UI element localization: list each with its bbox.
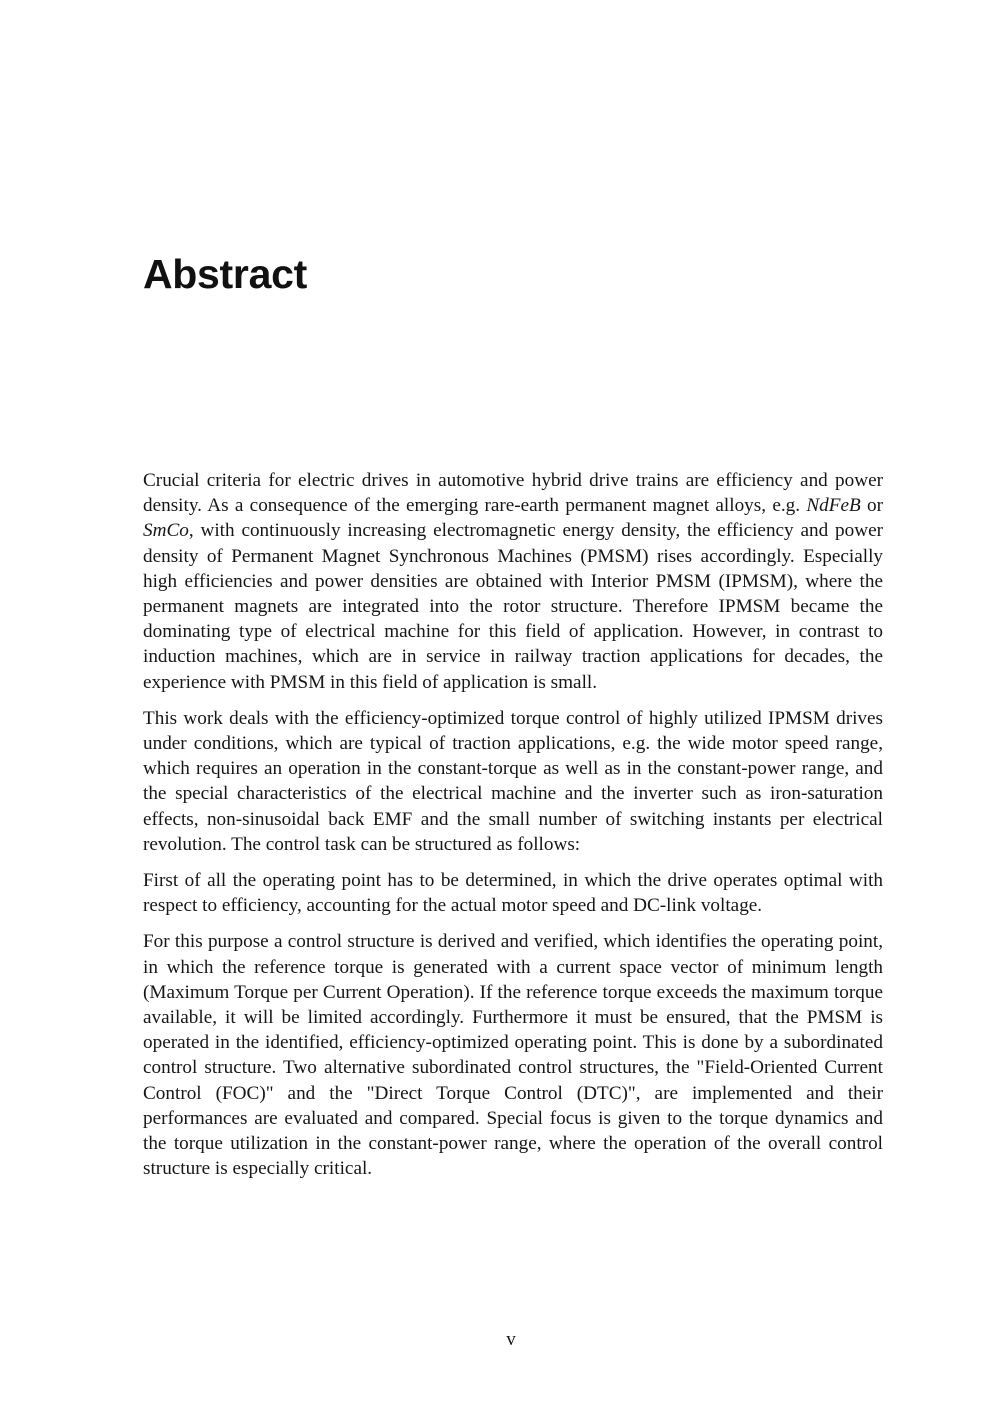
page-number: v [506, 1329, 516, 1350]
abstract-body [143, 468, 883, 1192]
chapter-title: Abstract [143, 251, 307, 297]
alloy-smco: SmCo [143, 520, 189, 542]
paragraph-1-part-b: or [860, 495, 883, 517]
paragraph-3: First of all the operating point has to be determined, in which the drive operates optimal with respect to efficiency, accounting for the actual motor speed and DC-link voltage. [143, 870, 883, 917]
paragraph-2: This work deals with the efficiency-optimized torque control of highly utilized IPMSM drives under conditions, which are typical of traction applications, e.g. the wide motor speed range, which requires an operation in the constant-torque as well as in the constant-power range, and the special characteristics of the electrical machine and the inverter such as iron-saturation effects, non-sinusoidal back EMF and the small number of switching instants per electrical revolution. The control task can be structured as follows: [143, 707, 883, 855]
paragraph-1-part-c: , with continuously increasing electromagnetic energy density, the efficiency and power density of Permanent Magnet Synchronous Machines (PMSM) rises accordingly. Especially high efficiencies and power densities are obtained with Interior PMSM (IPMSM), where the permanent magnets are integrated into the rotor structure. Therefore IPMSM became the dominating type of electrical machine for this field of application. However, in contrast to induction machines, which are in service in railway traction applications for decades, the experience with PMSM in this field of application is small. [143, 520, 883, 693]
alloy-ndfeb: NdFeB [806, 495, 861, 517]
paragraph-1 [143, 468, 883, 695]
paragraph-1-part-a: Crucial criteria for electric drives in automotive hybrid drive trains are efficiency and power density. As a consequence of the emerging rare-earth permanent magnet alloys, e.g. [143, 470, 883, 517]
paragraph-4: For this purpose a control structure is derived and verified, which identifies the operating point, in which the reference torque is generated with a current space vector of minimum length (Maximum Torque per Current Operation). If the reference torque exceeds the maximum torque available, it will be limited accordingly. Furthermore it must be ensured, that the PMSM is operated in the identified, efficiency-optimized operating point. This is done by a subordinated control structure. Two alternative subordinated control structures, the "Field-Oriented Current Control (FOC)" and the "Direct Torque Control (DTC)", are implemented and their performances are evaluated and compared. Special focus is given to the torque dynamics and the torque utilization in the constant-power range, where the operation of the overall control structure is especially critical. [143, 931, 883, 1180]
